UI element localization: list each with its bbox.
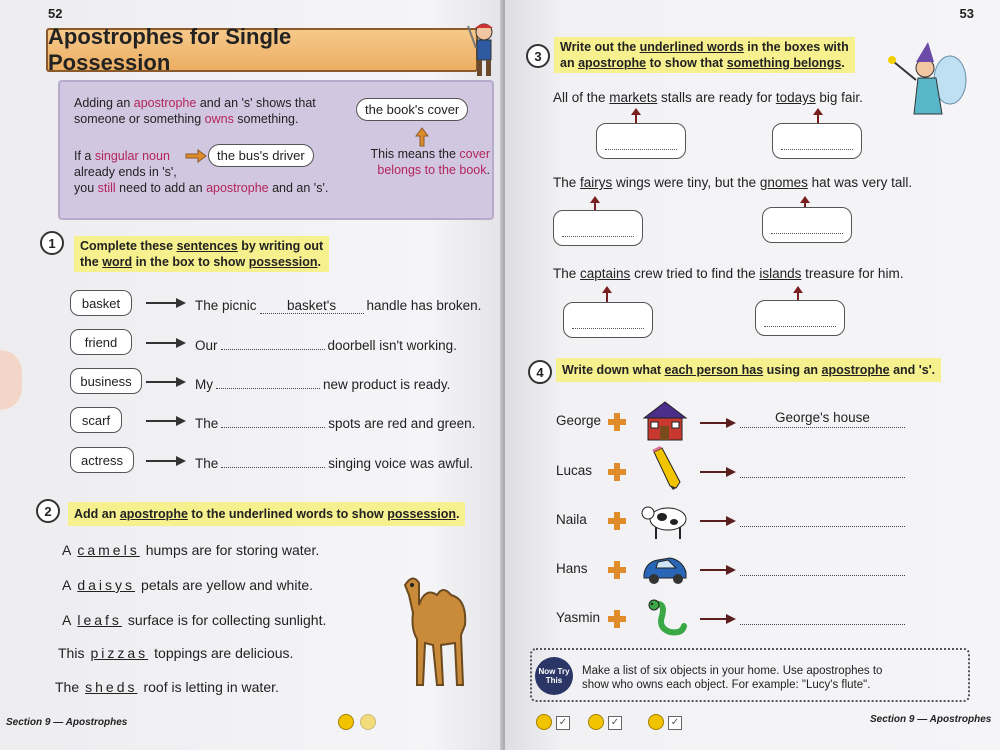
page-number-left: 52 [48, 6, 63, 21]
question-2-number: 2 [36, 499, 60, 523]
page-title: Apostrophes for Single Possession [46, 28, 478, 72]
q2-word-5[interactable]: sheds [85, 679, 138, 695]
q2-sentence-1: A camels humps are for storing water. [62, 542, 320, 558]
plus-icon [608, 561, 626, 579]
q4-answer-1[interactable]: George's house [740, 410, 905, 428]
q4-answer-2[interactable] [740, 460, 905, 478]
q3-sentence-1: All of the markets stalls are ready for todays big fair. [553, 90, 863, 105]
arrow-right-icon [700, 565, 736, 575]
checkbox-icon[interactable]: ✓ [608, 716, 622, 730]
q1-answer-3[interactable] [216, 388, 320, 389]
q3-answer-box-2[interactable] [772, 123, 862, 159]
plus-icon [608, 610, 626, 628]
q4-person-5: Yasmin [556, 610, 601, 625]
question-1-instruction: Complete these sentences by writing out the word in the box to show possession. [74, 236, 329, 272]
q4-answer-4[interactable] [740, 558, 905, 576]
q2-word-3[interactable]: leafs [77, 612, 122, 628]
q3-sentence-2: The fairys wings were tiny, but the gnomes hat was very tall. [553, 175, 913, 190]
word-box-scarf: scarf [70, 407, 122, 433]
q3-sentence-3: The captains crew tried to find the islands treasure for him. [553, 266, 904, 281]
footer-right: Section 9 — Apostrophes [870, 714, 992, 725]
hand-thumb [0, 350, 22, 410]
q1-answer-4[interactable] [221, 427, 325, 428]
example-bubble-book: the book's cover [356, 98, 468, 121]
plus-icon [608, 413, 626, 431]
q1-answer-5[interactable] [221, 467, 325, 468]
q1-sentence-3: My new product is ready. [195, 377, 451, 392]
q3-answer-box-5[interactable] [563, 302, 653, 338]
q2-word-2[interactable]: daisys [77, 577, 136, 593]
q1-answer-2[interactable] [221, 349, 325, 350]
arrow-right-icon [700, 614, 736, 624]
word-box-actress: actress [70, 447, 134, 473]
arrow-right-icon [700, 467, 736, 477]
arrow-right-icon [146, 377, 186, 387]
house-icon [640, 398, 690, 442]
checkbox-icon[interactable]: ✓ [668, 716, 682, 730]
arrow-right-icon [700, 516, 736, 526]
footer-left: Section 9 — Apostrophes [6, 717, 128, 728]
fairy-icon [880, 40, 970, 130]
q2-sentence-2: A daisys petals are yellow and white. [62, 577, 314, 593]
example-bubble-bus: the bus's driver [208, 144, 314, 167]
q4-answer-3[interactable] [740, 509, 905, 527]
explanation-box [58, 80, 494, 220]
q1-sentence-1: The picnic basket's handle has broken. [195, 298, 482, 313]
car-icon [640, 546, 690, 590]
q4-answer-5[interactable] [740, 607, 905, 625]
plus-icon [608, 463, 626, 481]
checkbox-icon[interactable]: ✓ [556, 716, 570, 730]
question-4-number: 4 [528, 360, 552, 384]
q2-word-4[interactable]: pizzas [90, 645, 149, 661]
q2-sentence-5: The sheds roof is letting in water. [55, 679, 279, 695]
arrow-right-icon [146, 416, 186, 426]
explanation-rule: If a singular noun already ends in 's', you still need to add an apostrophe and an 's'. [74, 149, 329, 195]
now-try-this-badge: Now Try This [535, 657, 573, 695]
question-4-instruction: Write down what each person has using an apostrophe and 's'. [556, 358, 941, 382]
question-2-instruction: Add an apostrophe to the underlined words to show possession. [68, 502, 465, 526]
arrow-right-icon [146, 456, 186, 466]
q1-sentence-2: Our doorbell isn't working. [195, 338, 457, 353]
cow-icon [640, 497, 690, 541]
smiley-icon [648, 714, 664, 730]
question-3-number: 3 [526, 44, 550, 68]
q1-sentence-4: The spots are red and green. [195, 416, 476, 431]
smiley-icon [338, 714, 354, 730]
q3-answer-box-1[interactable] [596, 123, 686, 159]
plus-icon [608, 512, 626, 530]
q3-answer-box-3[interactable] [553, 210, 643, 246]
q1-answer-1[interactable]: basket's [260, 298, 364, 314]
smiley-icon [360, 714, 376, 730]
arrow-right-icon [700, 418, 736, 428]
smiley-icon [536, 714, 552, 730]
arrow-right-icon [146, 338, 186, 348]
word-box-basket: basket [70, 290, 132, 316]
q4-person-2: Lucas [556, 463, 593, 478]
q1-sentence-5: The singing voice was awful. [195, 456, 474, 471]
now-try-this-text: Make a list of six objects in your home. Use apostrophes to show who owns each object. For example: "Lucy's flute". [582, 665, 883, 691]
q4-person-3: Naila [556, 512, 587, 527]
smiley-icon [588, 714, 604, 730]
camel-icon [385, 565, 475, 695]
explanation-line-1: Adding an apostrophe and an 's' shows that someone or something owns something. [74, 96, 316, 126]
page-number-right: 53 [959, 6, 974, 21]
pirate-icon [462, 18, 502, 80]
q4-person-4: Hans [556, 561, 588, 576]
q2-word-1[interactable]: camels [77, 542, 140, 558]
word-box-business: business [70, 368, 142, 394]
question-1-number: 1 [40, 231, 64, 255]
snake-icon [640, 596, 690, 640]
q3-answer-box-6[interactable] [755, 300, 845, 336]
arrow-up-icon [412, 126, 432, 148]
q3-answer-box-4[interactable] [762, 207, 852, 243]
q2-sentence-4: This pizzas toppings are delicious. [58, 645, 294, 661]
q4-person-1: George [556, 413, 602, 428]
word-box-friend: friend [70, 329, 132, 355]
question-3-instruction: Write out the underlined words in the boxes with an apostrophe to show that something belongs. [554, 37, 855, 73]
pencil-icon [640, 446, 690, 490]
arrow-right-icon [184, 148, 208, 164]
explanation-note: This means the cover belongs to the book. [370, 147, 490, 177]
arrow-right-icon [146, 298, 186, 308]
q2-sentence-3: A leafs surface is for collecting sunlight. [62, 612, 327, 628]
